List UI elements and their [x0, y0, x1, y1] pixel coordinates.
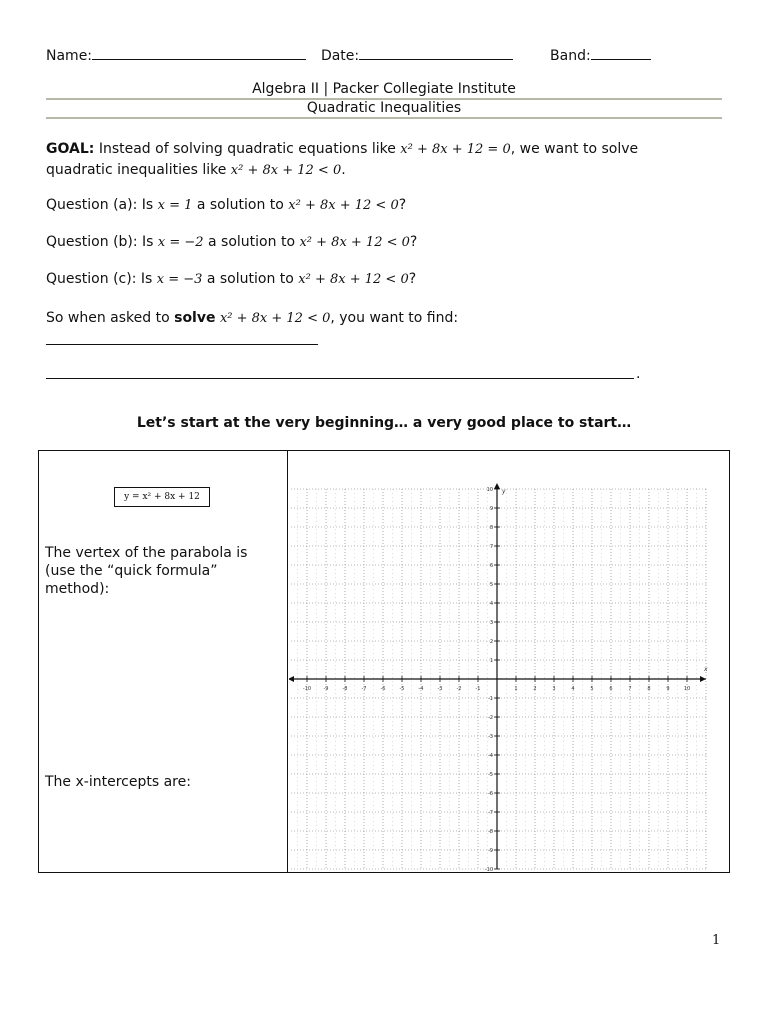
y-tick-label: -5 [488, 772, 493, 778]
x-tick-label: -5 [399, 686, 405, 692]
question-value: x = −3 [156, 272, 203, 287]
table-divider [287, 451, 288, 872]
question-label: Question (b): Is [46, 234, 154, 250]
goal-paragraph [46, 139, 736, 181]
band-label: Band: [550, 48, 591, 64]
goal-text1: Instead of solving quadratic equations like [98, 141, 396, 157]
x-axis-arrow [700, 676, 706, 682]
question-label: Question (c): Is [46, 271, 153, 287]
question-value: x = −2 [157, 235, 204, 250]
solve-inequality: x² + 8x + 12 < 0 [219, 311, 331, 326]
equation-box: y = x² + 8x + 12 [114, 487, 210, 507]
y-tick-label: 6 [489, 563, 493, 569]
question-mark: ? [409, 234, 418, 250]
x-tick-label: -8 [342, 686, 348, 692]
y-tick-label: -7 [488, 810, 493, 816]
x-tick-label: 9 [666, 686, 670, 692]
x-tick-label: 4 [571, 686, 575, 692]
x-tick-label: 8 [647, 686, 651, 692]
question-label: Question (a): Is [46, 197, 154, 213]
goal-inequality: x² + 8x + 12 < 0 [230, 163, 342, 178]
x-tick-label: -2 [456, 686, 462, 692]
question-c [46, 271, 416, 287]
goal-label: GOAL: [46, 141, 95, 157]
y-tick-label: 1 [489, 658, 493, 664]
worksheet-table [38, 450, 730, 873]
y-tick-label: 5 [489, 582, 493, 588]
name-label: Name: [46, 48, 93, 64]
question-mid: a solution to [206, 271, 294, 287]
x-tick-label: 6 [609, 686, 613, 692]
y-tick-label: 10 [486, 487, 493, 493]
question-inequality: x² + 8x + 12 < 0 [298, 272, 409, 287]
x-tick-label: -7 [361, 686, 367, 692]
solve-prompt [46, 310, 458, 326]
page-number: 1 [712, 933, 721, 948]
goal-text2: , we want to solve [510, 141, 639, 157]
y-axis-label: y [502, 488, 506, 495]
y-tick-label: 8 [489, 525, 493, 531]
answer-line-2[interactable] [46, 378, 634, 379]
x-tick-label: -4 [418, 686, 424, 692]
question-inequality: x² + 8x + 12 < 0 [288, 198, 399, 213]
topic-title: Quadratic Inequalities [306, 100, 462, 116]
goal-end: . [341, 162, 346, 178]
y-tick-label: -2 [488, 715, 493, 721]
divider-bottom [46, 117, 722, 119]
y-tick-label: 4 [489, 601, 493, 607]
y-tick-label: -9 [488, 848, 493, 854]
vertex-prompt: The vertex of the parabola is (use the “quick formula” method): [45, 545, 248, 597]
question-a [46, 197, 406, 213]
x-tick-label: -6 [380, 686, 386, 692]
question-mid: a solution to [208, 234, 296, 250]
intercepts-prompt: The x-intercepts are: [45, 774, 191, 790]
school-line: Algebra II | Packer Collegiate Institute [252, 81, 516, 97]
x-tick-label: -3 [437, 686, 443, 692]
question-b [46, 234, 417, 250]
answer-period: . [636, 366, 641, 382]
y-tick-label: -8 [488, 829, 493, 835]
x-axis-arrow-left [289, 676, 294, 682]
x-tick-label: 3 [552, 686, 556, 692]
x-tick-label: -1 [475, 686, 481, 692]
x-tick-label: 2 [533, 686, 537, 692]
y-tick-label: 2 [489, 639, 493, 645]
date-blank[interactable] [359, 46, 513, 60]
name-blank[interactable] [92, 46, 306, 60]
y-tick-label: -1 [488, 696, 493, 702]
coordinate-grid[interactable] [289, 479, 729, 875]
band-blank[interactable] [591, 46, 651, 60]
answer-line-1[interactable] [46, 344, 318, 345]
goal-equation: x² + 8x + 12 = 0 [400, 142, 511, 157]
section-title: Let’s start at the very beginning… a very good place to start… [136, 415, 632, 431]
y-tick-label: -10 [484, 867, 493, 873]
question-mark: ? [398, 197, 407, 213]
x-tick-label: 7 [628, 686, 632, 692]
goal-text3: quadratic inequalities like [46, 162, 227, 178]
x-tick-label: -10 [302, 686, 312, 692]
solve-post: , you want to find: [330, 310, 459, 326]
y-tick-label: -3 [488, 734, 493, 740]
x-tick-label: 10 [683, 686, 691, 692]
question-mark: ? [408, 271, 417, 287]
y-tick-label: 3 [489, 620, 493, 626]
y-tick-label: -6 [488, 791, 493, 797]
x-tick-label: -9 [323, 686, 329, 692]
header-line [46, 46, 651, 64]
question-inequality: x² + 8x + 12 < 0 [299, 235, 410, 250]
date-label: Date: [320, 48, 360, 64]
x-tick-label: 5 [590, 686, 594, 692]
solve-pre: So when asked to [46, 310, 170, 326]
y-tick-label: 7 [489, 544, 493, 550]
y-axis-arrow [494, 483, 500, 489]
solve-bold: solve [174, 310, 216, 326]
question-value: x = 1 [157, 198, 193, 213]
y-tick-label: -4 [488, 753, 493, 759]
question-mid: a solution to [196, 197, 284, 213]
x-tick-label: 1 [514, 686, 518, 692]
y-tick-label: 9 [489, 506, 493, 512]
x-axis-label: x [704, 666, 708, 673]
